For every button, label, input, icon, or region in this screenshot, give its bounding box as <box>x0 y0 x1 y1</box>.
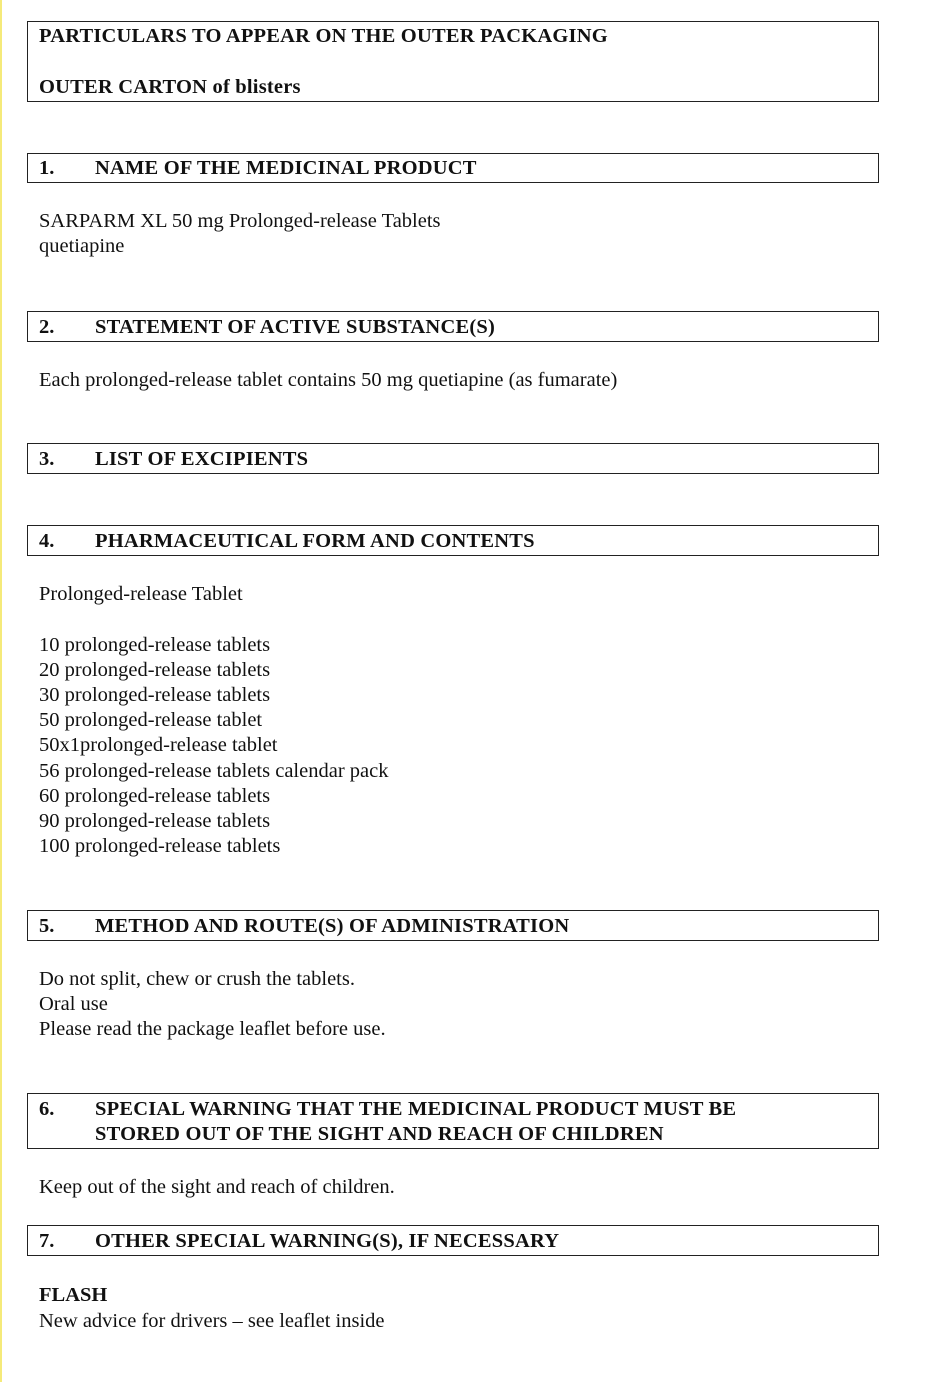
pack-size-item: 30 prolonged-release tablets <box>39 684 271 706</box>
section-6-number: 6. <box>39 1098 55 1120</box>
section-4-title: PHARMACEUTICAL FORM AND CONTENTS <box>95 530 535 552</box>
pack-size-item: 50x1prolonged-release tablet <box>39 734 278 756</box>
pack-size-item: 56 prolonged-release tablets calendar pack <box>39 760 389 782</box>
section-1-number: 1. <box>39 157 55 179</box>
page-left-edge <box>0 0 2 1382</box>
active-substance-name: quetiapine <box>39 235 125 257</box>
children-warning: Keep out of the sight and reach of children. <box>39 1176 395 1198</box>
section-7-number: 7. <box>39 1230 55 1252</box>
driver-advice: New advice for drivers – see leaflet inside <box>39 1310 385 1332</box>
flash-label: FLASH <box>39 1284 108 1306</box>
section-6-title-line-2: STORED OUT OF THE SIGHT AND REACH OF CHILDREN <box>95 1123 664 1145</box>
pack-size-item: 60 prolonged-release tablets <box>39 785 271 807</box>
pack-size-item: 90 prolonged-release tablets <box>39 810 271 832</box>
administration-instruction: Do not split, chew or crush the tablets. <box>39 968 355 990</box>
leaflet-instruction: Please read the package leaflet before use. <box>39 1018 386 1040</box>
pack-size-item: 20 prolonged-release tablets <box>39 659 271 681</box>
section-2-number: 2. <box>39 316 55 338</box>
section-2-title: STATEMENT OF ACTIVE SUBSTANCE(S) <box>95 316 495 338</box>
section-3-number: 3. <box>39 448 55 470</box>
pack-size-item: 100 prolonged-release tablets <box>39 835 281 857</box>
pack-size-item: 10 prolonged-release tablets <box>39 634 271 656</box>
active-substance-statement: Each prolonged-release tablet contains 50 mg quetiapine (as fumarate) <box>39 369 618 391</box>
section-6-title-line-1: SPECIAL WARNING THAT THE MEDICINAL PRODUCT MUST BE <box>95 1098 737 1120</box>
document-header-title: PARTICULARS TO APPEAR ON THE OUTER PACKAGING <box>39 25 608 47</box>
section-3-title: LIST OF EXCIPIENTS <box>95 448 309 470</box>
product-name: SARPARM XL 50 mg Prolonged-release Tablets <box>39 210 441 232</box>
section-5-number: 5. <box>39 915 55 937</box>
section-4-number: 4. <box>39 530 55 552</box>
section-7-title: OTHER SPECIAL WARNING(S), IF NECESSARY <box>95 1230 560 1252</box>
section-1-title: NAME OF THE MEDICINAL PRODUCT <box>95 157 477 179</box>
document-header-subtitle: OUTER CARTON of blisters <box>39 76 301 98</box>
section-5-title: METHOD AND ROUTE(S) OF ADMINISTRATION <box>95 915 570 937</box>
administration-route: Oral use <box>39 993 108 1015</box>
pack-size-item: 50 prolonged-release tablet <box>39 709 263 731</box>
pharmaceutical-form: Prolonged-release Tablet <box>39 583 243 605</box>
